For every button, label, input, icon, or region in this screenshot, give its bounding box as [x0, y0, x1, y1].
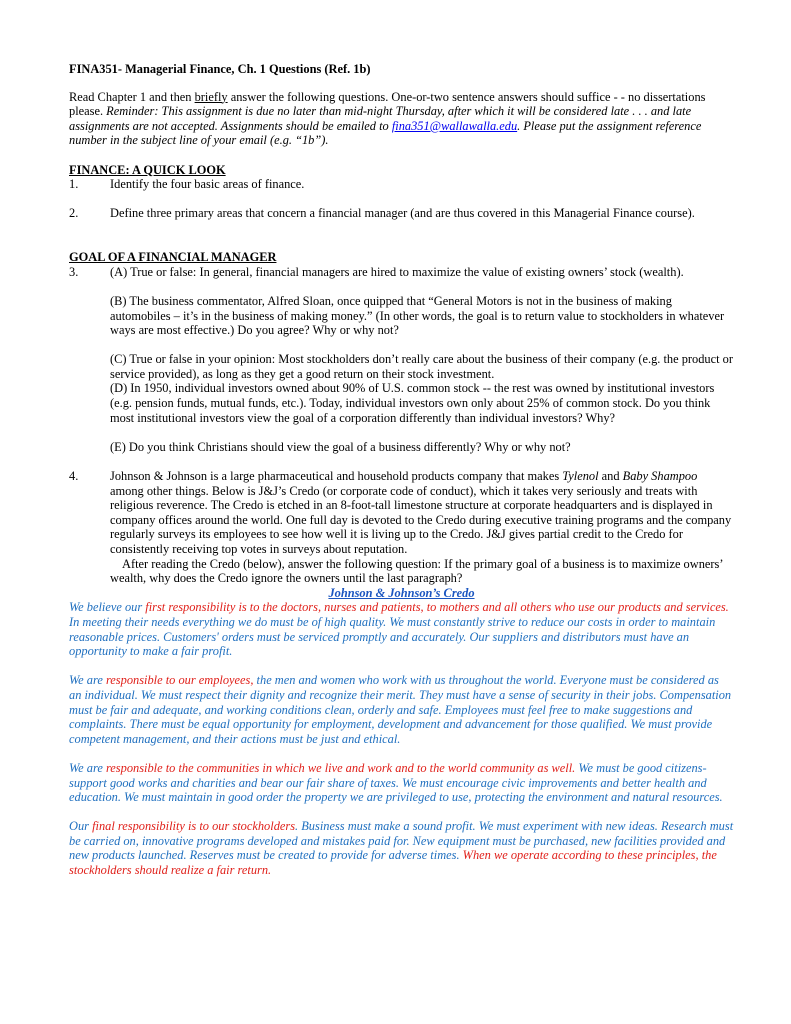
intro-paragraph	[69, 90, 734, 148]
credo-text: In meeting their needs everything we do must be of high quality. We must constantly strive to reduce our costs in order to maintain reasonable prices. Customers' orders must be serviced promptly and accurately. Our suppliers and distributors must have an opportunity to make a fair profit.	[69, 614, 716, 659]
q4-and: and	[598, 469, 623, 484]
credo-title: Johnson & Johnson’s Credo	[328, 585, 475, 600]
question-3c: (C) True or false in your opinion: Most stockholders don’t really care about the business of their company (e.g. the product or service provided), as long as they get a good return on their stock investment.	[110, 352, 733, 381]
question-3e: (E) Do you think Christians should view the goal of a business differently? Why or why not?	[110, 439, 571, 454]
credo-paragraph-communities	[69, 761, 734, 805]
question-3b: (B) The business commentator, Alfred Sloan, once quipped that “General Motors is not in the business of making automobiles – it’s in the business of making money.” (In other words, the goal is to return value to stockholders in whatever ways are most effective.) Do you agree? Why or why not?	[110, 293, 725, 338]
q4-text-2: among other things. Below is J&J’s Credo (or corporate code of conduct), which it takes very seriously and treats with religious reverence. The Credo is etched in an 8-foot-tall limestone structure at corporate headquarters and is displayed in company offices around the world. One full day is devoted to the Credo during executive training programs and the company regularly surveys its employees to see how well it is living up to the Credo. J&J gives partial credit to the Credo for consistently receiving top votes in surveys about reputation.	[110, 483, 732, 556]
q4-text-1: Johnson & Johnson is a large pharmaceutical and household products company that makes	[110, 469, 563, 484]
credo-text: We are	[69, 760, 106, 775]
document-title: FINA351- Managerial Finance, Ch. 1 Questions (Ref. 1b)	[69, 62, 371, 76]
credo-paragraph-customers	[69, 600, 734, 658]
credo-text: We believe our	[69, 600, 146, 615]
credo-text: We must be good citizens-support good works and charities and bear our fair share of taxes. We must encourage civic improvements and better health and education. We must maintain in good order the property we are privileged to use, protecting the environment and natural resources.	[69, 760, 723, 805]
intro-text-2: answer the following questions. One-or-two sentence answers should suffice - - no dissertations please.	[69, 89, 706, 119]
credo-highlight: final responsibility is to our stockholders	[92, 819, 296, 834]
question-3a: (A) True or false: In general, financial managers are hired to maximize the value of existing owners’ stock (wealth).	[110, 264, 684, 279]
credo-body	[69, 600, 734, 877]
question-2	[69, 206, 734, 221]
credo-paragraph-employees	[69, 673, 734, 746]
intro-text-1: Read Chapter 1 and then	[69, 89, 195, 104]
question-3	[69, 265, 734, 455]
credo-text: . Business must make a sound profit. We must experiment with new ideas. Research must be carried on, innovative programs developed and mistakes paid for. New equipment must be purchased, new facilities provided and new products launched. Reserves must be created to provide for adverse times.	[69, 819, 734, 863]
credo-paragraph-stockholders	[69, 819, 734, 877]
credo-highlight: first responsibility is to the doctors, nurses and patients, to mothers and all others who use our products and services.	[145, 600, 729, 615]
credo-text: Our	[69, 819, 93, 834]
question-text: Identify the four basic areas of finance.	[110, 177, 305, 192]
baby-shampoo-name: Baby Shampoo	[622, 469, 698, 484]
question-4-text	[110, 469, 734, 557]
document-page	[69, 62, 734, 878]
credo-highlight: When we operate according to these principles, the stockholders should realize a fair return.	[69, 848, 717, 878]
question-number: 3.	[69, 264, 79, 279]
intro-text-3: . Please put the assignment reference number in the subject line of your email (e.g. “1b”).	[69, 118, 702, 148]
section-heading-quick-look: FINANCE: A QUICK LOOK	[69, 162, 226, 177]
question-1	[69, 177, 734, 192]
reminder-text: Reminder: This assignment is due no later than mid-night Thursday, after which it will be considered late . . . and late assignments are not accepted. Assignments should be emailed to	[69, 104, 692, 133]
question-4-prompt: After reading the Credo (below), answer the following question: If the primary goal of a business is to maximize owners’ wealth, why does the Credo ignore the owners until the last paragraph?	[110, 556, 723, 586]
question-4	[69, 469, 734, 586]
credo-text: We are	[69, 673, 106, 688]
section-heading-goal: GOAL OF A FINANCIAL MANAGER	[69, 250, 277, 265]
credo-highlight: responsible to our employees,	[105, 673, 254, 688]
email-link[interactable]: fina351@wallawalla.edu	[391, 118, 518, 133]
credo-highlight: responsible to the communities in which we live and work and to the world community as well.	[105, 760, 576, 775]
tylenol-name: Tylenol	[562, 469, 599, 484]
question-number: 4.	[69, 469, 79, 484]
briefly-word: briefly	[194, 89, 228, 104]
question-number: 1.	[69, 177, 79, 192]
question-3d: (D) In 1950, individual investors owned about 90% of U.S. common stock -- the rest was owned by institutional investors (e.g. pension funds, mutual funds, etc.). Today, individual investors own only about 25% of common stock. Do you think most institutional investors view the goal of a corporation differently than individual investors? Why?	[110, 381, 715, 425]
credo-text: the men and women who work with us throughout the world. Everyone must be considered as an individual. We must respect their dignity and recognize their merit. They must have a sense of security in their jobs. Compensation must be fair and adequate, and working conditions clean, orderly and safe. Employees must feel free to make suggestions and complaints. There must be equal opportunity for employment, development and advancement for those qualified. We must provide competent management, and their actions must be just and ethical.	[69, 673, 732, 746]
question-text: Define three primary areas that concern a financial manager (and are thus covered in this Managerial Finance course).	[110, 206, 695, 221]
question-number: 2.	[69, 206, 79, 221]
